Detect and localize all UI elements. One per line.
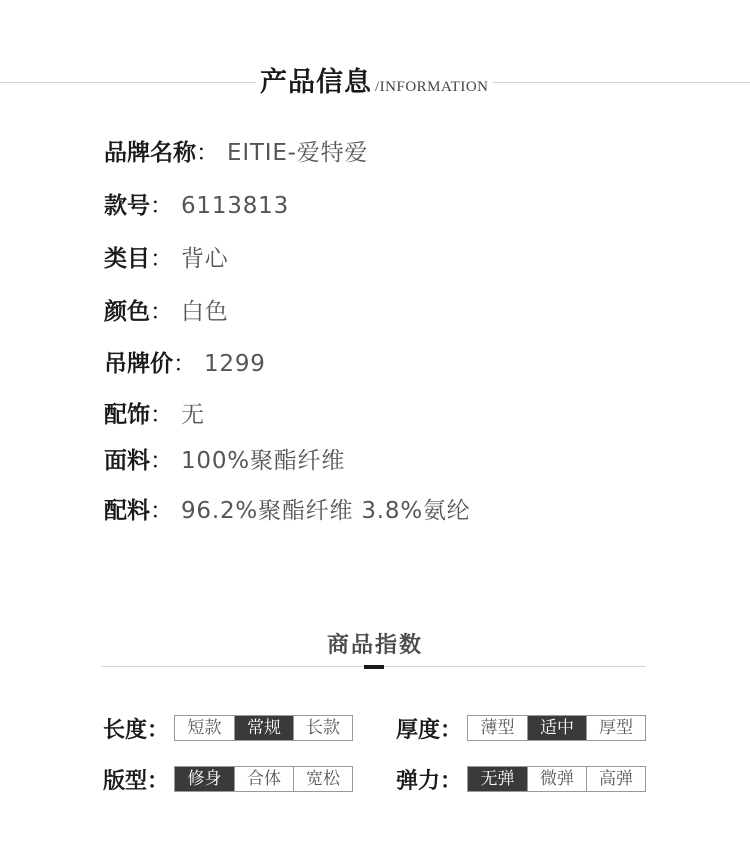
elasticity-options xyxy=(467,766,646,792)
length-options xyxy=(174,715,353,741)
info-colon: ： xyxy=(150,448,173,474)
thickness-option-thick[interactable]: 厚型 xyxy=(586,716,645,740)
elasticity-option-high[interactable]: 高弹 xyxy=(586,767,645,791)
info-label: 吊牌价 xyxy=(104,351,173,377)
product-index-title: 商品指数 xyxy=(326,633,423,658)
thickness-option-medium[interactable]: 适中 xyxy=(527,716,586,740)
info-value: 6113813 xyxy=(181,193,290,219)
section-header-product-info xyxy=(256,60,493,100)
info-row-accessories xyxy=(104,400,205,430)
info-row-style-number xyxy=(104,191,289,221)
metric-label: 版型： xyxy=(103,768,170,794)
info-colon: ： xyxy=(150,498,173,524)
thickness-option-thin[interactable]: 薄型 xyxy=(468,716,527,740)
info-label: 颜色 xyxy=(104,299,150,325)
info-value: 无 xyxy=(181,402,205,428)
info-colon: ： xyxy=(173,351,196,377)
product-index-marker xyxy=(364,665,384,669)
metric-fit xyxy=(103,766,353,792)
metric-length xyxy=(103,715,353,741)
metric-thickness xyxy=(396,715,646,741)
info-label: 配料 xyxy=(104,498,150,524)
info-label: 款号 xyxy=(104,193,150,219)
info-row-brand xyxy=(104,138,368,168)
elasticity-option-none[interactable]: 无弹 xyxy=(468,767,527,791)
metric-label: 厚度： xyxy=(396,717,463,743)
info-row-ingredients xyxy=(104,496,471,526)
info-value: EITIE-爱特爱 xyxy=(227,140,369,166)
info-colon: ： xyxy=(150,193,173,219)
info-value: 1299 xyxy=(204,351,266,377)
info-row-tag-price xyxy=(104,349,266,379)
info-colon: ： xyxy=(150,246,173,272)
length-option-regular[interactable]: 常规 xyxy=(234,716,293,740)
info-label: 类目 xyxy=(104,246,150,272)
length-option-long[interactable]: 长款 xyxy=(293,716,352,740)
metric-elasticity xyxy=(396,766,646,792)
info-label: 品牌名称 xyxy=(104,140,196,166)
section-title: 产品信息 xyxy=(260,67,372,98)
info-row-fabric xyxy=(104,446,345,476)
fit-option-slim[interactable]: 修身 xyxy=(175,767,234,791)
fit-option-loose[interactable]: 宽松 xyxy=(293,767,352,791)
info-colon: ： xyxy=(150,402,173,428)
info-colon: ： xyxy=(150,299,173,325)
metric-label: 长度： xyxy=(103,717,170,743)
elasticity-option-slight[interactable]: 微弹 xyxy=(527,767,586,791)
fit-option-regular[interactable]: 合体 xyxy=(234,767,293,791)
length-option-short[interactable]: 短款 xyxy=(175,716,234,740)
info-value: 白色 xyxy=(181,299,229,325)
thickness-options xyxy=(467,715,646,741)
metric-label: 弹力： xyxy=(396,768,463,794)
section-subtitle: /INFORMATION xyxy=(375,79,489,95)
info-row-category xyxy=(104,244,229,274)
info-colon: ： xyxy=(196,140,219,166)
info-label: 配饰 xyxy=(104,402,150,428)
fit-options xyxy=(174,766,353,792)
info-label: 面料 xyxy=(104,448,150,474)
info-value: 背心 xyxy=(181,246,229,272)
info-value: 96.2%聚酯纤维 3.8%氨纶 xyxy=(181,498,471,524)
info-value: 100%聚酯纤维 xyxy=(181,448,346,474)
info-row-color xyxy=(104,297,229,327)
